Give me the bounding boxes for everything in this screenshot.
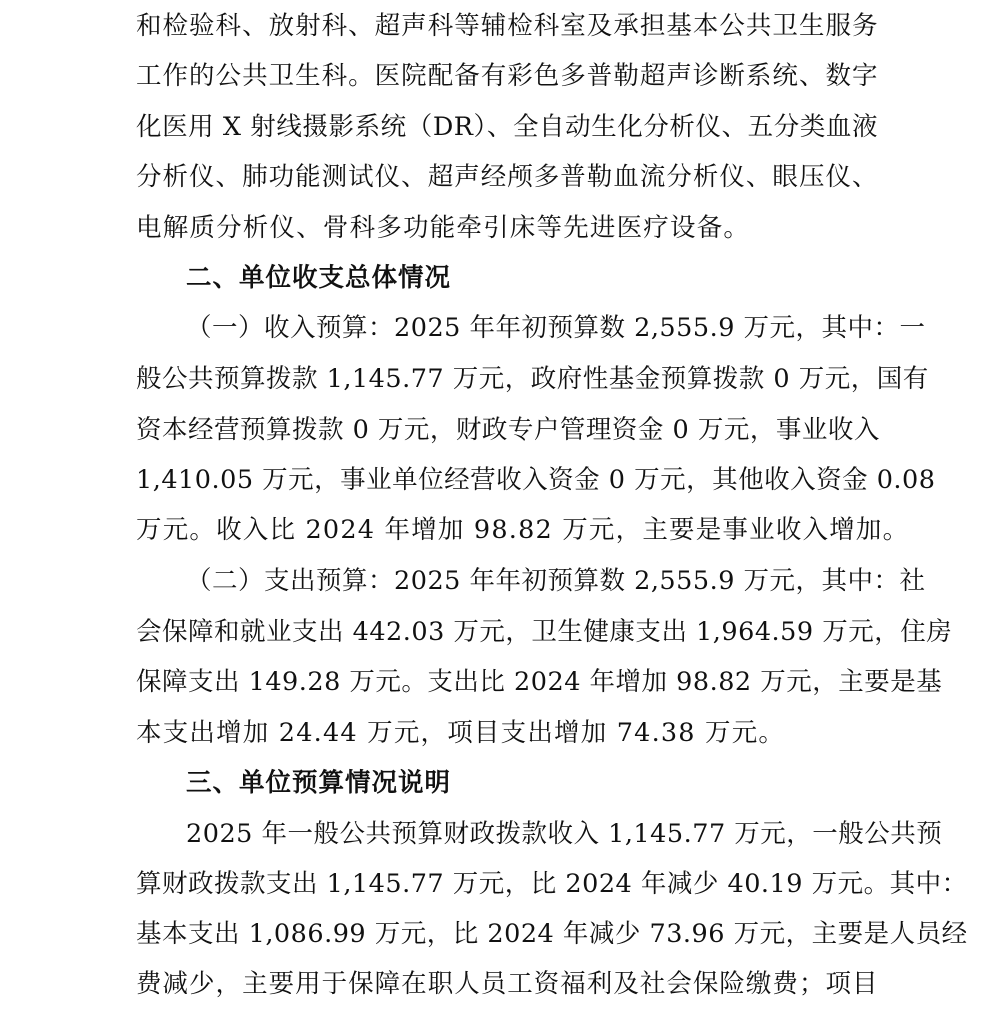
section-heading: 二、单位收支总体情况 bbox=[186, 263, 452, 293]
paragraph-line: 工作的公共卫生科。医院配备有彩色多普勒超声诊断系统、数字 bbox=[136, 61, 878, 91]
paragraph-line: 1,410.05 万元，事业单位经营收入资金 0 万元，其他收入资金 0.08 bbox=[136, 465, 936, 495]
paragraph-line: 2025 年一般公共预算财政拨款收入 1,145.77 万元，一般公共预 bbox=[186, 819, 943, 849]
paragraph-line: 电解质分析仪、骨科多功能牵引床等先进医疗设备。 bbox=[136, 213, 751, 243]
paragraph-line: 和检验科、放射科、超声科等辅检科室及承担基本公共卫生服务 bbox=[136, 11, 878, 41]
paragraph-line: 保障支出 149.28 万元。支出比 2024 年增加 98.82 万元，主要是基 bbox=[136, 667, 943, 697]
section-heading: 三、单位预算情况说明 bbox=[186, 768, 452, 798]
paragraph-line: 会保障和就业支出 442.03 万元，卫生健康支出 1,964.59 万元，住房 bbox=[136, 617, 953, 647]
paragraph-line: （二）支出预算：2025 年年初预算数 2,555.9 万元，其中：社 bbox=[186, 566, 926, 596]
paragraph-line: 算财政拨款支出 1,145.77 万元，比 2024 年减少 40.19 万元。其中： bbox=[136, 869, 968, 899]
paragraph-line: 资本经营预算拨款 0 万元，财政专户管理资金 0 万元，事业收入 bbox=[136, 415, 880, 445]
paragraph-line: 本支出增加 24.44 万元，项目支出增加 74.38 万元。 bbox=[136, 718, 786, 748]
paragraph-line: 般公共预算拨款 1,145.77 万元，政府性基金预算拨款 0 万元，国有 bbox=[136, 364, 929, 394]
paragraph-line: 化医用 X 射线摄影系统（DR）、全自动生化分析仪、五分类血液 bbox=[136, 112, 878, 142]
paragraph-line: 费减少，主要用于保障在职人员工资福利及社会保险缴费；项目 bbox=[136, 969, 878, 999]
paragraph-line: （一）收入预算：2025 年年初预算数 2,555.9 万元，其中：一 bbox=[186, 313, 926, 343]
paragraph-line: 万元。收入比 2024 年增加 98.82 万元，主要是事业收入增加。 bbox=[136, 515, 910, 545]
paragraph-line: 分析仪、肺功能测试仪、超声经颅多普勒血流分析仪、眼压仪、 bbox=[136, 162, 878, 192]
paragraph-line: 基本支出 1,086.99 万元，比 2024 年减少 73.96 万元，主要是人员经 bbox=[136, 919, 968, 949]
